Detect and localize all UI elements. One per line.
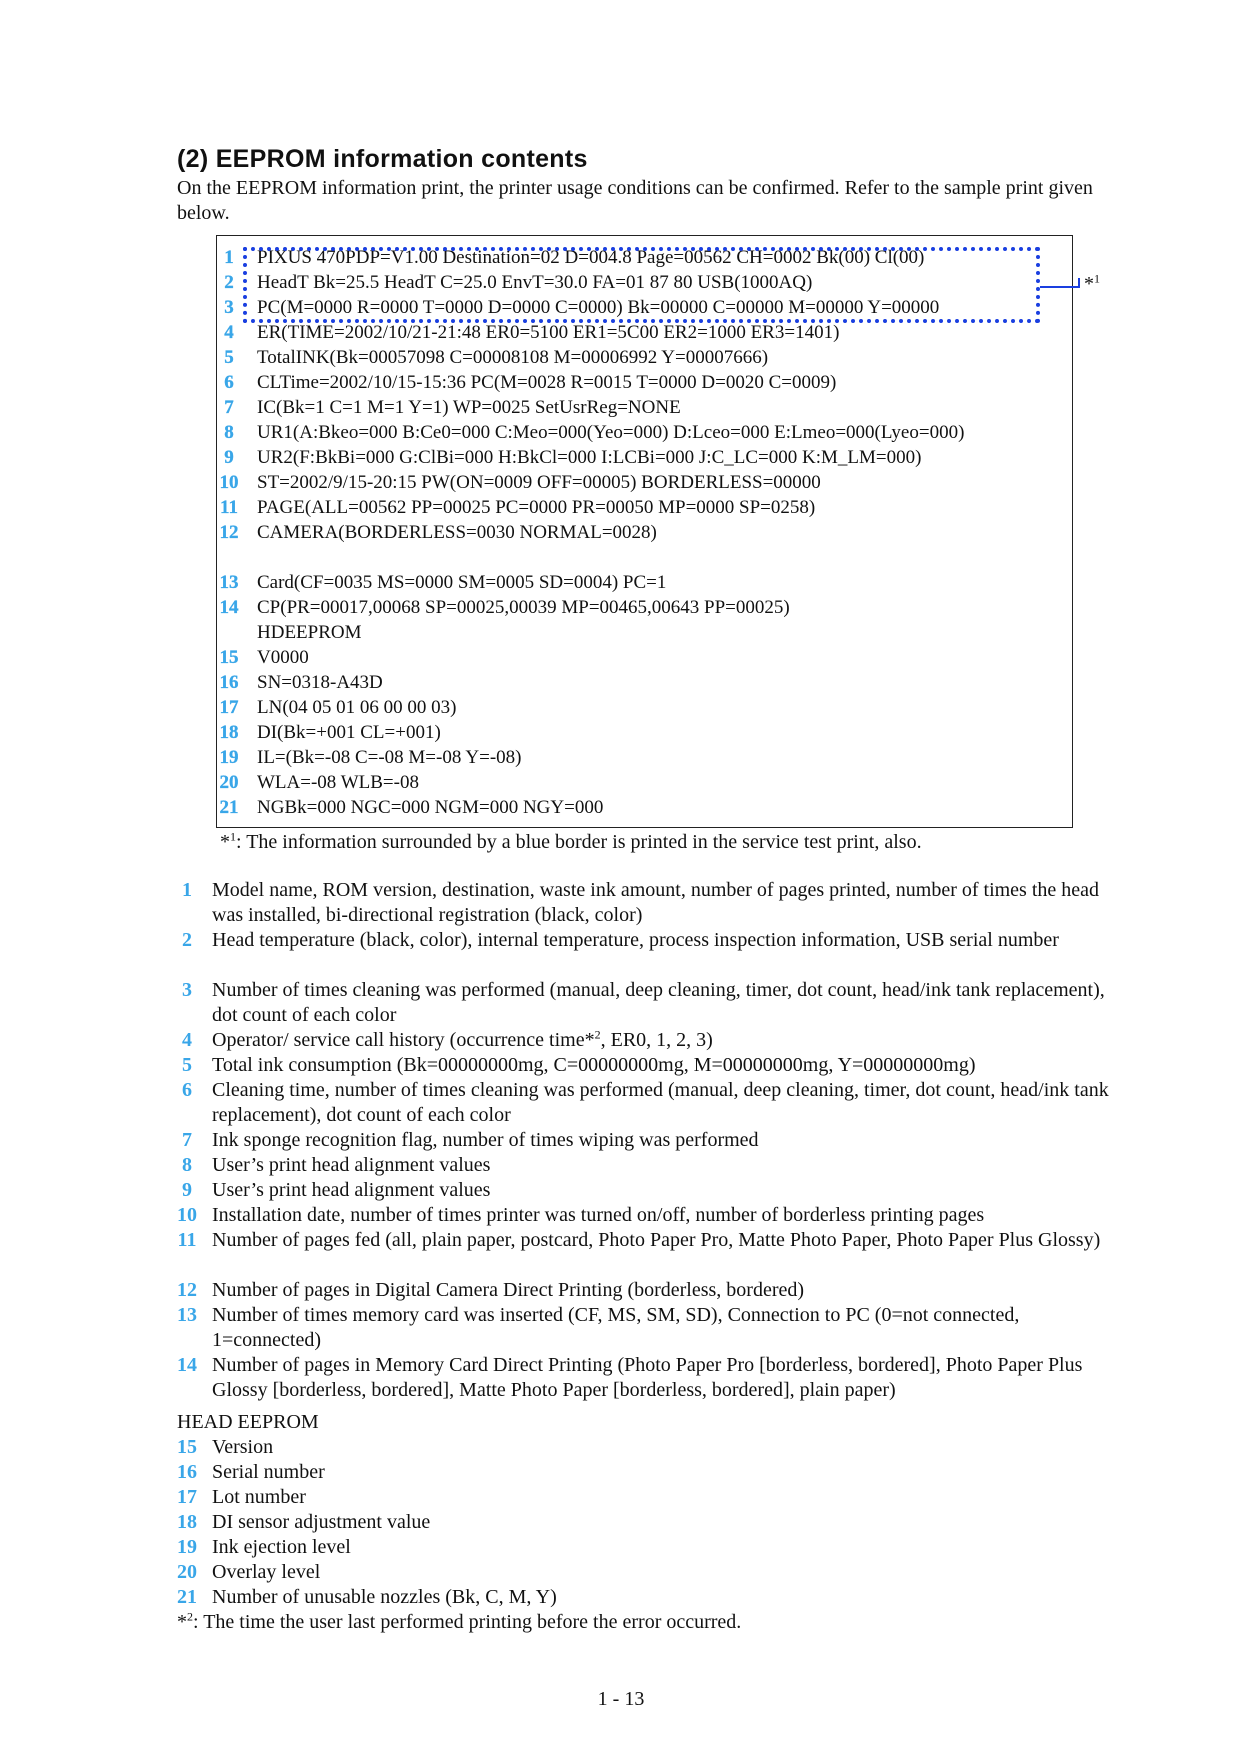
- description-text: Number of times cleaning was performed (manual, deep cleaning, timer, dot count, head/ink tank replacement), dot count of each color: [212, 979, 1105, 1026]
- description-text: User’s print head alignment values: [212, 1179, 491, 1201]
- sample-line-number: 8: [224, 422, 234, 443]
- sample-line-text: CAMERA(BORDERLESS=0030 NORMAL=0028): [257, 522, 657, 543]
- description-text: Cleaning time, number of times cleaning was performed (manual, deep cleaning, timer, dot count, head/ink tank replacement), dot count of each color: [212, 1079, 1109, 1126]
- sample-line-number: 18: [219, 722, 239, 743]
- sample-line-text: CLTime=2002/10/15-15:36 PC(M=0028 R=0015 T=0000 D=0020 C=0009): [257, 372, 837, 393]
- sample-line-number: 17: [219, 697, 239, 718]
- sample-line-text: IL=(Bk=-08 C=-08 M=-08 Y=-08): [257, 747, 522, 768]
- sample-line-number: 13: [219, 572, 239, 593]
- callout-leader-tick: [1078, 278, 1080, 288]
- sample-line-number: 6: [224, 372, 234, 393]
- description-text: DI sensor adjustment value: [212, 1511, 431, 1533]
- sample-line-text: NGBk=000 NGC=000 NGM=000 NGY=000: [257, 797, 604, 818]
- description-text: Number of pages in Memory Card Direct Printing (Photo Paper Pro [borderless, bordered], Photo Paper Plus Glossy [borderless, bordered], Matte Photo Paper [borderless, bordered], plain paper): [212, 1354, 1083, 1401]
- section-heading: (2) EEPROM information contents: [177, 145, 588, 173]
- footnote-2: *$^2$: The time the user last performed printing before the error occurred.: [177, 1609, 742, 1633]
- description-text: Total ink consumption (Bk=00000000mg, C=00000000mg, M=00000000mg, Y=00000000mg): [212, 1054, 976, 1076]
- description-number: 19: [177, 1536, 197, 1558]
- sample-line-text: HeadT Bk=25.5 HeadT C=25.0 EnvT=30.0 FA=01 87 80 USB(1000AQ): [257, 272, 813, 293]
- description-text: Head temperature (black, color), internal temperature, process inspection information, USB serial number: [212, 929, 1059, 951]
- intro-paragraph: On the EEPROM information print, the printer usage conditions can be confirmed. Refer to the sample print given below.: [177, 177, 1093, 224]
- description-number: 5: [182, 1054, 192, 1076]
- sample-line-number: 19: [219, 747, 239, 768]
- sample-line-number: 14: [219, 597, 239, 618]
- sample-line-number: 10: [219, 472, 239, 493]
- description-number: 13: [177, 1304, 197, 1326]
- description-text: Number of pages fed (all, plain paper, postcard, Photo Paper Pro, Matte Photo Paper, Photo Paper Plus Glossy): [212, 1229, 1101, 1251]
- description-text: Ink sponge recognition flag, number of times wiping was performed: [212, 1129, 759, 1151]
- description-text: Serial number: [212, 1461, 325, 1483]
- sample-line-number: 1: [224, 247, 234, 268]
- sample-line-text: UR1(A:Bkeo=000 B:Ce0=000 C:Meo=000(Yeo=000) D:Lceo=000 E:Lmeo=000(Lyeo=000): [257, 422, 965, 443]
- sample-line-text: PAGE(ALL=00562 PP=00025 PC=0000 PR=00050 MP=0000 SP=0258): [257, 497, 816, 518]
- description-number: 9: [182, 1179, 192, 1201]
- description-text: Operator/ service call history (occurrence time*$^2$, ER0, 1, 2, 3): [212, 1027, 713, 1051]
- description-text: Version: [212, 1436, 274, 1458]
- sample-line-text: PC(M=0000 R=0000 T=0000 D=0000 C=0000) Bk=00000 C=00000 M=00000 Y=00000: [257, 297, 940, 318]
- sample-line-number: 5: [224, 347, 234, 368]
- sample-line-text: WLA=-08 WLB=-08: [257, 772, 419, 793]
- head-eeprom-label: HEAD EEPROM: [177, 1411, 319, 1433]
- description-text: Number of unusable nozzles (Bk, C, M, Y): [212, 1586, 557, 1608]
- description-number: 8: [182, 1154, 192, 1176]
- sample-line-number: 15: [219, 647, 239, 668]
- sample-line-number: 2: [224, 272, 234, 293]
- service-test-print-border: [243, 247, 1040, 323]
- description-text: Lot number: [212, 1486, 306, 1508]
- sample-line-number: 20: [219, 772, 239, 793]
- sample-line-number: 9: [224, 447, 234, 468]
- description-number: 17: [177, 1486, 197, 1508]
- sample-line-number: 3: [224, 297, 234, 318]
- description-number: 21: [177, 1586, 197, 1608]
- description-number: 15: [177, 1436, 197, 1458]
- sample-line-text: V0000: [257, 647, 309, 668]
- description-text: Overlay level: [212, 1561, 321, 1583]
- description-text: Number of pages in Digital Camera Direct Printing (borderless, bordered): [212, 1279, 805, 1301]
- description-text: Number of times memory card was inserted (CF, MS, SM, SD), Connection to PC (0=not connected, 1=connected): [212, 1304, 1020, 1351]
- description-number: 7: [182, 1129, 192, 1151]
- sample-line-text: TotalINK(Bk=00057098 C=00008108 M=00006992 Y=00007666): [257, 347, 769, 368]
- sample-line-text: ST=2002/9/15-20:15 PW(ON=0009 OFF=00005) BORDERLESS=00000: [257, 472, 821, 493]
- sample-line-text: PIXUS 470PDP=V1.00 Destination=02 D=004.8 Page=00562 CH=0002 Bk(00) Cl(00): [257, 247, 925, 268]
- page-number: 1 - 13: [597, 1688, 645, 1710]
- sample-line-text: CP(PR=00017,00068 SP=00025,00039 MP=00465,00643 PP=00025): [257, 597, 790, 618]
- description-text: Model name, ROM version, destination, waste ink amount, number of pages printed, number of times the head was installed, bi-directional registration (black, color): [212, 879, 1100, 926]
- sample-line-number: 11: [220, 497, 238, 518]
- description-number: 6: [182, 1079, 192, 1101]
- sample-line-number: 7: [224, 397, 234, 418]
- sample-line-text: Card(CF=0035 MS=0000 SM=0005 SD=0004) PC=1: [257, 572, 667, 593]
- sample-line-number: 12: [219, 522, 239, 543]
- description-text: User’s print head alignment values: [212, 1154, 491, 1176]
- callout-asterisk: *$^1$: [1084, 271, 1100, 295]
- sample-line-text: ER(TIME=2002/10/21-21:48 ER0=5100 ER1=5C00 ER2=1000 ER3=1401): [257, 322, 840, 343]
- description-number: 10: [177, 1204, 197, 1226]
- footnote-1: *$^1$: The information surrounded by a blue border is printed in the service test print, also.: [220, 829, 922, 853]
- sample-line-text: IC(Bk=1 C=1 M=1 Y=1) WP=0025 SetUsrReg=NONE: [257, 397, 681, 418]
- callout-leader-line: [1040, 286, 1080, 288]
- description-number: 16: [177, 1461, 197, 1483]
- sample-line-number: 16: [219, 672, 239, 693]
- sample-line-text: SN=0318-A43D: [257, 672, 383, 693]
- description-text: Installation date, number of times printer was turned on/off, number of borderless printing pages: [212, 1204, 985, 1226]
- sample-line-number: 21: [219, 797, 239, 818]
- description-text: Ink ejection level: [212, 1536, 351, 1558]
- description-number: 3: [182, 979, 192, 1001]
- description-number: 20: [177, 1561, 197, 1583]
- description-number: 11: [177, 1229, 197, 1251]
- description-number: 4: [182, 1029, 192, 1051]
- sample-line-number: 4: [224, 322, 234, 343]
- description-number: 12: [177, 1279, 197, 1301]
- sample-line-text: DI(Bk=+001 CL=+001): [257, 722, 441, 743]
- sample-line-text: UR2(F:BkBi=000 G:ClBi=000 H:BkCl=000 I:LCBi=000 J:C_LC=000 K:M_LM=000): [257, 447, 922, 468]
- description-number: 18: [177, 1511, 197, 1533]
- description-number: 2: [182, 929, 192, 951]
- description-number: 14: [177, 1354, 197, 1376]
- description-number: 1: [182, 879, 192, 901]
- sample-line-text: LN(04 05 01 06 00 00 03): [257, 697, 457, 718]
- sample-line-text: HDEEPROM: [257, 622, 362, 643]
